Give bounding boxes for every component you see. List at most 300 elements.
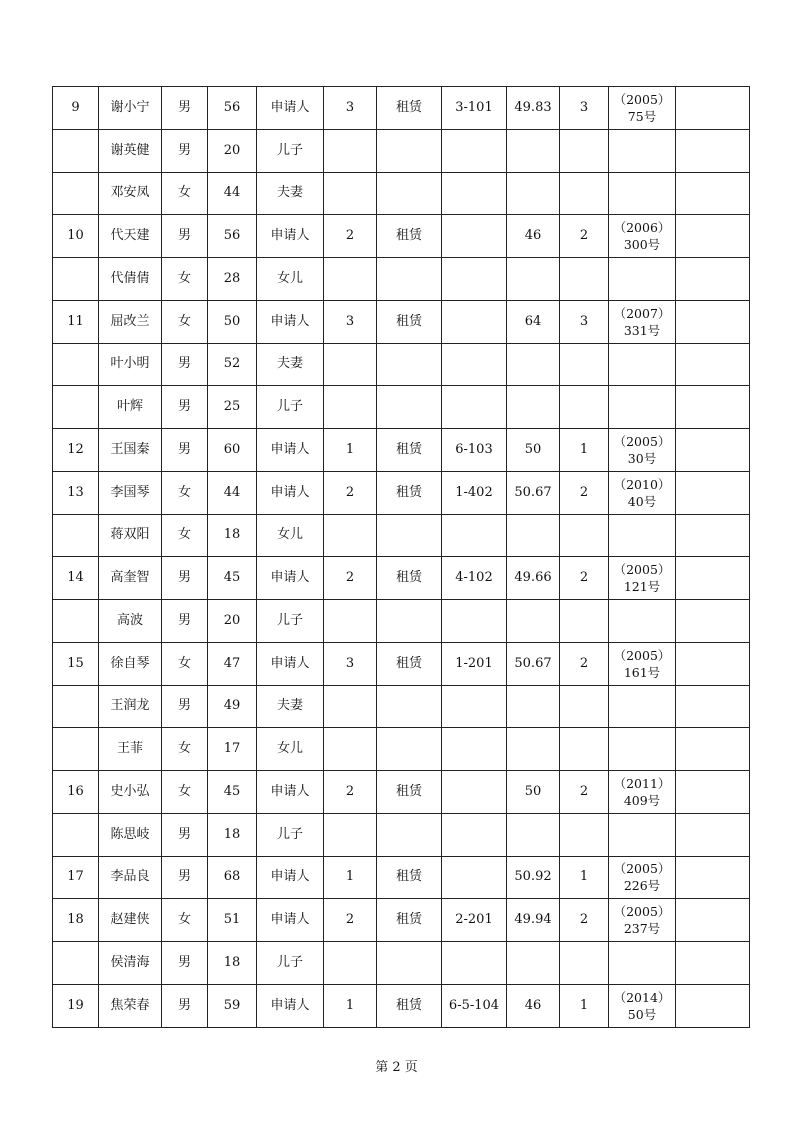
approval-doc-cell bbox=[609, 685, 676, 728]
floor-area-cell: 50 bbox=[507, 771, 560, 814]
approval-doc-cell bbox=[609, 343, 676, 386]
age-cell: 68 bbox=[208, 856, 257, 899]
table-row bbox=[53, 856, 750, 899]
person-name-cell: 史小弘 bbox=[99, 771, 162, 814]
person-name-cell: 谢英健 bbox=[99, 129, 162, 172]
relation-cell: 夫妻 bbox=[257, 343, 324, 386]
table-row bbox=[53, 300, 750, 343]
row-number-cell: 12 bbox=[53, 429, 99, 472]
housing-type-cell bbox=[377, 685, 442, 728]
remarks-cell bbox=[676, 514, 750, 557]
person-name-cell: 赵建侠 bbox=[99, 899, 162, 942]
allocated-count-cell: 2 bbox=[560, 215, 609, 258]
roster-body bbox=[53, 87, 750, 1028]
allocated-count-cell: 2 bbox=[560, 642, 609, 685]
table-row bbox=[53, 600, 750, 643]
housing-type-cell bbox=[377, 386, 442, 429]
table-row bbox=[53, 429, 750, 472]
allocated-count-cell bbox=[560, 343, 609, 386]
household-size-cell bbox=[324, 343, 377, 386]
housing-type-cell bbox=[377, 728, 442, 771]
floor-area-cell: 50 bbox=[507, 429, 560, 472]
person-name-cell: 高波 bbox=[99, 600, 162, 643]
household-size-cell bbox=[324, 129, 377, 172]
allocated-count-cell: 2 bbox=[560, 471, 609, 514]
row-number-cell: 19 bbox=[53, 984, 99, 1027]
floor-area-cell bbox=[507, 514, 560, 557]
person-name-cell: 代天建 bbox=[99, 215, 162, 258]
remarks-cell bbox=[676, 429, 750, 472]
age-cell: 47 bbox=[208, 642, 257, 685]
approval-doc-number: 40号 bbox=[627, 493, 657, 509]
remarks-cell bbox=[676, 728, 750, 771]
approval-doc-cell bbox=[609, 942, 676, 985]
floor-area-cell bbox=[507, 813, 560, 856]
housing-type-cell: 租赁 bbox=[377, 856, 442, 899]
approval-doc-number: 30号 bbox=[627, 450, 657, 466]
room-number-cell bbox=[442, 258, 507, 301]
gender-cell: 女 bbox=[162, 642, 208, 685]
row-number-cell: 17 bbox=[53, 856, 99, 899]
approval-doc-number: 50号 bbox=[627, 1006, 657, 1022]
person-name-cell: 高奎智 bbox=[99, 557, 162, 600]
table-row bbox=[53, 557, 750, 600]
household-size-cell: 2 bbox=[324, 557, 377, 600]
person-name-cell: 屈改兰 bbox=[99, 300, 162, 343]
approval-doc-cell bbox=[609, 471, 676, 514]
room-number-cell: 1-402 bbox=[442, 471, 507, 514]
gender-cell: 女 bbox=[162, 172, 208, 215]
row-number-cell: 18 bbox=[53, 899, 99, 942]
gender-cell: 男 bbox=[162, 215, 208, 258]
household-size-cell: 1 bbox=[324, 429, 377, 472]
approval-doc-number: 237号 bbox=[623, 921, 661, 936]
person-name-cell: 焦荣春 bbox=[99, 984, 162, 1027]
age-cell: 20 bbox=[208, 129, 257, 172]
relation-cell: 女儿 bbox=[257, 258, 324, 301]
housing-type-cell: 租赁 bbox=[377, 899, 442, 942]
approval-doc-year: （2007） bbox=[613, 305, 671, 321]
relation-cell: 儿子 bbox=[257, 129, 324, 172]
floor-area-cell bbox=[507, 685, 560, 728]
household-size-cell: 2 bbox=[324, 471, 377, 514]
room-number-cell: 3-101 bbox=[442, 87, 507, 130]
housing-type-cell bbox=[377, 813, 442, 856]
gender-cell: 男 bbox=[162, 600, 208, 643]
housing-type-cell: 租赁 bbox=[377, 87, 442, 130]
household-size-cell: 3 bbox=[324, 300, 377, 343]
person-name-cell: 蒋双阳 bbox=[99, 514, 162, 557]
gender-cell: 男 bbox=[162, 429, 208, 472]
row-number-cell bbox=[53, 728, 99, 771]
floor-area-cell: 49.94 bbox=[507, 899, 560, 942]
room-number-cell bbox=[442, 685, 507, 728]
allocated-count-cell: 2 bbox=[560, 899, 609, 942]
row-number-cell bbox=[53, 343, 99, 386]
floor-area-cell: 50.67 bbox=[507, 642, 560, 685]
age-cell: 25 bbox=[208, 386, 257, 429]
approval-doc-number: 161号 bbox=[623, 664, 661, 680]
row-number-cell: 10 bbox=[53, 215, 99, 258]
age-cell: 59 bbox=[208, 984, 257, 1027]
age-cell: 60 bbox=[208, 429, 257, 472]
room-number-cell bbox=[442, 172, 507, 215]
gender-cell: 男 bbox=[162, 685, 208, 728]
housing-type-cell bbox=[377, 129, 442, 172]
age-cell: 45 bbox=[208, 557, 257, 600]
remarks-cell bbox=[676, 984, 750, 1027]
housing-roster-table bbox=[52, 86, 750, 1028]
relation-cell: 儿子 bbox=[257, 600, 324, 643]
remarks-cell bbox=[676, 685, 750, 728]
table-row bbox=[53, 386, 750, 429]
approval-doc-cell bbox=[609, 600, 676, 643]
approval-doc-number: 409号 bbox=[623, 792, 661, 808]
relation-cell: 申请人 bbox=[257, 856, 324, 899]
relation-cell: 申请人 bbox=[257, 87, 324, 130]
floor-area-cell: 49.66 bbox=[507, 557, 560, 600]
allocated-count-cell bbox=[560, 728, 609, 771]
allocated-count-cell: 1 bbox=[560, 856, 609, 899]
household-size-cell bbox=[324, 514, 377, 557]
allocated-count-cell bbox=[560, 685, 609, 728]
approval-doc-number: 331号 bbox=[623, 322, 661, 338]
room-number-cell bbox=[442, 215, 507, 258]
floor-area-cell bbox=[507, 172, 560, 215]
row-number-cell bbox=[53, 514, 99, 557]
room-number-cell bbox=[442, 856, 507, 899]
room-number-cell bbox=[442, 343, 507, 386]
housing-type-cell bbox=[377, 942, 442, 985]
relation-cell: 夫妻 bbox=[257, 685, 324, 728]
household-size-cell: 2 bbox=[324, 899, 377, 942]
approval-doc-year: （2005） bbox=[613, 904, 671, 919]
row-number-cell: 15 bbox=[53, 642, 99, 685]
age-cell: 56 bbox=[208, 215, 257, 258]
floor-area-cell: 64 bbox=[507, 300, 560, 343]
table-row bbox=[53, 343, 750, 386]
age-cell: 17 bbox=[208, 728, 257, 771]
remarks-cell bbox=[676, 258, 750, 301]
relation-cell: 儿子 bbox=[257, 386, 324, 429]
relation-cell: 申请人 bbox=[257, 215, 324, 258]
remarks-cell bbox=[676, 471, 750, 514]
table-row bbox=[53, 215, 750, 258]
room-number-cell bbox=[442, 728, 507, 771]
floor-area-cell bbox=[507, 600, 560, 643]
household-size-cell: 3 bbox=[324, 642, 377, 685]
relation-cell: 申请人 bbox=[257, 429, 324, 472]
relation-cell: 申请人 bbox=[257, 899, 324, 942]
remarks-cell bbox=[676, 642, 750, 685]
household-size-cell bbox=[324, 386, 377, 429]
floor-area-cell bbox=[507, 386, 560, 429]
room-number-cell bbox=[442, 771, 507, 814]
table-row bbox=[53, 258, 750, 301]
approval-doc-cell bbox=[609, 386, 676, 429]
remarks-cell bbox=[676, 300, 750, 343]
allocated-count-cell bbox=[560, 172, 609, 215]
age-cell: 56 bbox=[208, 87, 257, 130]
room-number-cell bbox=[442, 813, 507, 856]
row-number-cell: 13 bbox=[53, 471, 99, 514]
person-name-cell: 邓安凤 bbox=[99, 172, 162, 215]
household-size-cell bbox=[324, 942, 377, 985]
table-row bbox=[53, 514, 750, 557]
table-row bbox=[53, 642, 750, 685]
remarks-cell bbox=[676, 856, 750, 899]
approval-doc-cell bbox=[609, 813, 676, 856]
approval-doc-cell bbox=[609, 215, 676, 258]
row-number-cell bbox=[53, 258, 99, 301]
gender-cell: 男 bbox=[162, 87, 208, 130]
age-cell: 18 bbox=[208, 813, 257, 856]
relation-cell: 夫妻 bbox=[257, 172, 324, 215]
gender-cell: 男 bbox=[162, 813, 208, 856]
floor-area-cell bbox=[507, 129, 560, 172]
housing-type-cell: 租赁 bbox=[377, 984, 442, 1027]
person-name-cell: 王润龙 bbox=[99, 685, 162, 728]
approval-doc-cell bbox=[609, 129, 676, 172]
allocated-count-cell bbox=[560, 600, 609, 643]
row-number-cell: 9 bbox=[53, 87, 99, 130]
row-number-cell bbox=[53, 942, 99, 985]
age-cell: 18 bbox=[208, 514, 257, 557]
approval-doc-cell bbox=[609, 429, 676, 472]
housing-type-cell: 租赁 bbox=[377, 429, 442, 472]
table-row bbox=[53, 172, 750, 215]
relation-cell: 儿子 bbox=[257, 942, 324, 985]
allocated-count-cell: 1 bbox=[560, 984, 609, 1027]
age-cell: 44 bbox=[208, 172, 257, 215]
room-number-cell bbox=[442, 300, 507, 343]
housing-type-cell bbox=[377, 343, 442, 386]
remarks-cell bbox=[676, 129, 750, 172]
remarks-cell bbox=[676, 942, 750, 985]
allocated-count-cell bbox=[560, 129, 609, 172]
room-number-cell: 6-5-104 bbox=[442, 984, 507, 1027]
age-cell: 52 bbox=[208, 343, 257, 386]
floor-area-cell: 49.83 bbox=[507, 87, 560, 130]
allocated-count-cell: 2 bbox=[560, 557, 609, 600]
table-row bbox=[53, 899, 750, 942]
household-size-cell bbox=[324, 813, 377, 856]
table-row bbox=[53, 728, 750, 771]
remarks-cell bbox=[676, 215, 750, 258]
row-number-cell: 16 bbox=[53, 771, 99, 814]
housing-type-cell bbox=[377, 172, 442, 215]
gender-cell: 男 bbox=[162, 856, 208, 899]
housing-type-cell: 租赁 bbox=[377, 642, 442, 685]
approval-doc-cell bbox=[609, 856, 676, 899]
approval-doc-cell bbox=[609, 87, 676, 130]
approval-doc-cell bbox=[609, 642, 676, 685]
approval-doc-year: （2005） bbox=[613, 562, 671, 577]
age-cell: 18 bbox=[208, 942, 257, 985]
remarks-cell bbox=[676, 899, 750, 942]
remarks-cell bbox=[676, 771, 750, 814]
housing-type-cell: 租赁 bbox=[377, 471, 442, 514]
floor-area-cell bbox=[507, 343, 560, 386]
row-number-cell bbox=[53, 685, 99, 728]
housing-type-cell bbox=[377, 258, 442, 301]
remarks-cell bbox=[676, 87, 750, 130]
floor-area-cell: 46 bbox=[507, 984, 560, 1027]
room-number-cell: 4-102 bbox=[442, 557, 507, 600]
person-name-cell: 叶辉 bbox=[99, 386, 162, 429]
remarks-cell bbox=[676, 386, 750, 429]
approval-doc-cell bbox=[609, 172, 676, 215]
gender-cell: 女 bbox=[162, 514, 208, 557]
person-name-cell: 王菲 bbox=[99, 728, 162, 771]
gender-cell: 男 bbox=[162, 557, 208, 600]
gender-cell: 女 bbox=[162, 471, 208, 514]
row-number-cell: 11 bbox=[53, 300, 99, 343]
allocated-count-cell: 3 bbox=[560, 87, 609, 130]
gender-cell: 男 bbox=[162, 343, 208, 386]
gender-cell: 女 bbox=[162, 771, 208, 814]
floor-area-cell bbox=[507, 942, 560, 985]
household-size-cell: 3 bbox=[324, 87, 377, 130]
remarks-cell bbox=[676, 557, 750, 600]
remarks-cell bbox=[676, 172, 750, 215]
gender-cell: 男 bbox=[162, 386, 208, 429]
household-size-cell: 2 bbox=[324, 215, 377, 258]
age-cell: 50 bbox=[208, 300, 257, 343]
approval-doc-cell bbox=[609, 771, 676, 814]
approval-doc-year: （2005） bbox=[613, 861, 671, 877]
approval-doc-year: （2011） bbox=[613, 775, 671, 791]
row-number-cell bbox=[53, 386, 99, 429]
gender-cell: 男 bbox=[162, 129, 208, 172]
household-size-cell bbox=[324, 728, 377, 771]
room-number-cell bbox=[442, 386, 507, 429]
floor-area-cell bbox=[507, 728, 560, 771]
table-row bbox=[53, 984, 750, 1027]
approval-doc-number: 300号 bbox=[623, 237, 661, 252]
relation-cell: 儿子 bbox=[257, 813, 324, 856]
housing-type-cell: 租赁 bbox=[377, 215, 442, 258]
household-size-cell: 1 bbox=[324, 984, 377, 1027]
allocated-count-cell: 3 bbox=[560, 300, 609, 343]
page-number: 第 2 页 bbox=[375, 1060, 418, 1075]
row-number-cell bbox=[53, 813, 99, 856]
table-row bbox=[53, 813, 750, 856]
gender-cell: 女 bbox=[162, 300, 208, 343]
approval-doc-number: 121号 bbox=[623, 579, 661, 594]
relation-cell: 申请人 bbox=[257, 984, 324, 1027]
person-name-cell: 陈思岐 bbox=[99, 813, 162, 856]
floor-area-cell bbox=[507, 258, 560, 301]
relation-cell: 申请人 bbox=[257, 557, 324, 600]
approval-doc-number: 75号 bbox=[627, 108, 657, 124]
age-cell: 45 bbox=[208, 771, 257, 814]
gender-cell: 男 bbox=[162, 942, 208, 985]
floor-area-cell: 50.92 bbox=[507, 856, 560, 899]
approval-doc-year: （2005） bbox=[613, 647, 671, 663]
room-number-cell bbox=[442, 514, 507, 557]
table-row bbox=[53, 942, 750, 985]
person-name-cell: 谢小宁 bbox=[99, 87, 162, 130]
gender-cell: 女 bbox=[162, 899, 208, 942]
housing-type-cell: 租赁 bbox=[377, 771, 442, 814]
remarks-cell bbox=[676, 343, 750, 386]
age-cell: 28 bbox=[208, 258, 257, 301]
allocated-count-cell bbox=[560, 813, 609, 856]
person-name-cell: 侯清海 bbox=[99, 942, 162, 985]
household-size-cell bbox=[324, 600, 377, 643]
table-row bbox=[53, 685, 750, 728]
room-number-cell bbox=[442, 600, 507, 643]
age-cell: 44 bbox=[208, 471, 257, 514]
housing-type-cell bbox=[377, 514, 442, 557]
row-number-cell bbox=[53, 600, 99, 643]
approval-doc-number: 226号 bbox=[623, 878, 661, 894]
relation-cell: 申请人 bbox=[257, 642, 324, 685]
approval-doc-cell bbox=[609, 557, 676, 600]
relation-cell: 申请人 bbox=[257, 771, 324, 814]
approval-doc-year: （2010） bbox=[613, 476, 671, 492]
approval-doc-year: （2005） bbox=[613, 91, 671, 107]
household-size-cell bbox=[324, 258, 377, 301]
relation-cell: 女儿 bbox=[257, 514, 324, 557]
allocated-count-cell bbox=[560, 942, 609, 985]
household-size-cell: 2 bbox=[324, 771, 377, 814]
gender-cell: 女 bbox=[162, 728, 208, 771]
person-name-cell: 李国琴 bbox=[99, 471, 162, 514]
room-number-cell bbox=[442, 942, 507, 985]
person-name-cell: 徐自琴 bbox=[99, 642, 162, 685]
floor-area-cell: 50.67 bbox=[507, 471, 560, 514]
table-row bbox=[53, 771, 750, 814]
remarks-cell bbox=[676, 600, 750, 643]
room-number-cell bbox=[442, 129, 507, 172]
relation-cell: 申请人 bbox=[257, 471, 324, 514]
room-number-cell: 6-103 bbox=[442, 429, 507, 472]
approval-doc-cell bbox=[609, 300, 676, 343]
allocated-count-cell bbox=[560, 514, 609, 557]
approval-doc-cell bbox=[609, 258, 676, 301]
approval-doc-cell bbox=[609, 514, 676, 557]
allocated-count-cell bbox=[560, 386, 609, 429]
age-cell: 51 bbox=[208, 899, 257, 942]
floor-area-cell: 46 bbox=[507, 215, 560, 258]
relation-cell: 女儿 bbox=[257, 728, 324, 771]
age-cell: 20 bbox=[208, 600, 257, 643]
gender-cell: 男 bbox=[162, 984, 208, 1027]
table-row bbox=[53, 87, 750, 130]
household-size-cell: 1 bbox=[324, 856, 377, 899]
person-name-cell: 王国秦 bbox=[99, 429, 162, 472]
approval-doc-year: （2006） bbox=[613, 220, 671, 235]
household-size-cell bbox=[324, 172, 377, 215]
person-name-cell: 代倩倩 bbox=[99, 258, 162, 301]
approval-doc-year: （2005） bbox=[613, 433, 671, 449]
household-size-cell bbox=[324, 685, 377, 728]
room-number-cell: 1-201 bbox=[442, 642, 507, 685]
housing-type-cell: 租赁 bbox=[377, 557, 442, 600]
row-number-cell: 14 bbox=[53, 557, 99, 600]
approval-doc-year: （2014） bbox=[613, 989, 671, 1005]
row-number-cell bbox=[53, 172, 99, 215]
person-name-cell: 李品良 bbox=[99, 856, 162, 899]
allocated-count-cell bbox=[560, 258, 609, 301]
approval-doc-cell bbox=[609, 899, 676, 942]
approval-doc-cell bbox=[609, 728, 676, 771]
table-row bbox=[53, 471, 750, 514]
age-cell: 49 bbox=[208, 685, 257, 728]
allocated-count-cell: 1 bbox=[560, 429, 609, 472]
